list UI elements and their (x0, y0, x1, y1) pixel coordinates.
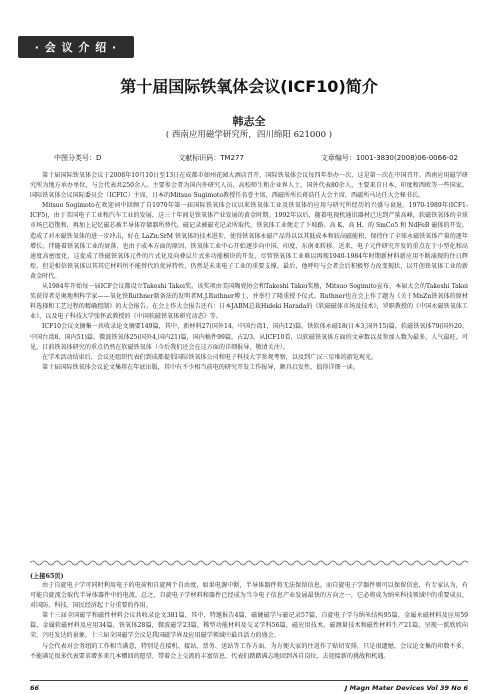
paragraph: 第十三届全国磁学和磁性材料会议共收录论文381篇，其中，特邀报告4篇，磁硬磁学与磁记录57篇，自旋电子学与纳米结构95篇，金属永磁材料及应用59篇，金属软磁材料及应用34篇，铁氧体28篇，微波磁学23篇，稀型功能材料及交叉学科56篇，磁应用技术、磁测量技术和磁性材料生产21篇，呈现一派欣欣向荣，兴旺发达的景象。十三届全国磁学会议是我国磁学界及应用磁学领域中最具活力的盛会。 (30, 612, 468, 640)
section-divider (30, 559, 468, 567)
page-footer (30, 684, 468, 692)
clc-number: 中图分类号：D (54, 154, 102, 162)
article-meta (54, 153, 458, 163)
paragraph: 与会代表对会务组的工作相当满意，特别是在接机、接站、票务、送站等工作方面，为方便大家的往返作了贴切安排，只是很遗憾，会议论文集的印数不多，不能满足很多代表要求增多来几本赠回的愿望，带着会上交流的丰富信息，代表们踏踏满志地回到各自岗位，去迎接新的挑战和机遇。 (30, 642, 468, 660)
author-name: 韩志全 (232, 115, 266, 128)
paragraph: 第十届国际铁氧体会议于2008年10月10日至13日在成都市如州花园大酒店召开，国际铁氧体会议每四年举办一次，这是第一次在中国召开。西南应用磁学研究所为地方承办单位，与会代表共250余人。主要参会者为国内外研究人员、高校师生和企业界人士，国外代表80余人，主要来自日本、印度和西欧等一些国家。国际铁氧体会议国际委员会（ICFIC）主席，日本的Mitsuo Sugimoto教授任名誉主席，西磁所所长蒋浩任大会主席，西磁所马达任大会秘书长。 (30, 172, 468, 200)
article-title: 第十届国际铁氧体会议(ICF10)简介 (120, 77, 378, 96)
continuation-label: (上接65页) (30, 573, 64, 580)
paragraph: Mitsuo Sogimoto在欢迎词中回顾了自1970年第一届国际铁氧体会议以来铁氧体工业及铁氧体的应用与研究所经历的兴盛与衰退。1970-1989年(ICF1-ICF5)，由于美国电子工业和汽车工业的发展，这三十年间是铁氧体产业发展的黄金时期。1992年以后，随着电视机通讯器材已达到产量高峰，软磁铁氧体的全球市场已趋饱和，再加上记忆磁芯被半导体存储器所替代、磁记录被磁光记录所取代，铁氧体工业便走了下坡路。高 K、高 H、的 SmCo5 和 NdFeB 磁体的开发，造成了对永磁铁氧体的进一步冲击，好在 LaZn:SrM 铁氧体的技术进步，使得铁氧体永磁产品得以以其低成本和较高磁能积，保持住了全球永磁铁氧体产量的逐年增长。伴随着铁氧体工业的衰落，也由于成本方面的原因，铁氧体工业中心开始逐步向中国、印度、东南亚转移。近来，电子元件研究开发的重点在于小型化和高速度高密度化，这促成了铁磁铁氧体元件的片式化及向叠层片式多功能模块的开发，尽管铁氧体工业难以再现1940-1984年时期新材料新应用不断涌现的往日辉煌，但是相信铁氧体以其其它材料所不能替代的优异特性，仍然是未来电子工业的重要支撑。最后，他呼吁与会者会后积极努力改变现状，以开创铁氧体工业的新黄金时代。 (30, 202, 468, 280)
article-id: 文章编号：1001-3830(2008)06-0066-02 (320, 154, 458, 162)
article-body (30, 171, 468, 373)
author-affiliation: ( 西南应用磁学研究所，四川绵阳 621000 ) (165, 130, 333, 140)
document-code: 文献标识码：TM277 (178, 154, 244, 162)
continuation-body (30, 581, 468, 662)
page-number: 66 (30, 684, 40, 692)
paragraph: 在学术活动结束后，会议还组织代表们到成都提倡国际铁氧体公司和电子科技大学参观考察，以及到广汉三星堆的游览观光。 (42, 353, 378, 361)
paragraph: ICF10会议文摘集一共收录论文摘要149篇，其中，新材料27(国外14，中国台湾1，国内12)篇，铁软体永磁18(日本3,国外15)篇，软磁铁氧体79(国外20，中国台湾8，国内51)篇，微波铁氧体25(国外4,国内21)篇，国内稿件99篇，占2/3。从ICF10看，以软磁铁氧体方面的文章数以及参加人数为最多，人气最旺。可见，目前铁氧体研究的重点仍然在软磁铁氧体（今后我们还会在这方面的详细报导，敬请关注）。 (30, 323, 468, 351)
paragraph: 第十届国际铁氧体会议论文集将在年底出版，其中有不少相当前电的研究开发工作报导，颇具启发性，值得详细一读。 (42, 363, 359, 371)
journal-name: J Magn Mater Devices Vol 39 No 6 (344, 684, 468, 692)
section-banner (18, 36, 134, 58)
paragraph: 从1984年开始每一届ICF会议都设立Takeshi Takei奖，该奖项由美国陶瓷协会和Takeshi Takei奖励，Mitsuo Sogimito宣布，本届大会的Takeshi Takei奖获得者是奥地利科学家——氧化铁Ruthner制备法的发明者M.J.Ruthner博士，并举行了隆重授予仪式。Ruthner也在会上作了题为《关于MnZn铁氧体的原材料选择和工艺过程的精确控制》的大会报告。在会上作大会报告还有：日本JABM总裁Hideki Harada的《软磁磁体市场及技术》，罗职教授的《中国永磁铁氧体工业》，以及电子科技大学张怀武教授的《中国软磁铁氧体研究动态》等。 (30, 283, 468, 321)
paragraph: 由于自旋电子学可同时利用电子的电荷和自旋两个自由度，如果电源中断，半导体器件将无法保留信息，而自旋电子学器件则可以保留信息，有专家认为，有可能自旋流会取代半导体器件中的电流。总之，自旋电子学材料和器件已经成为当今电子信息产业发展最快的方向之一，它必将成为纳米科技领域中的重要成员，对国防、科技、国民经济起十分重要的作用。 (30, 582, 468, 610)
section-label: · 会 议 介 绍 · (34, 41, 118, 54)
footer-rule (30, 680, 468, 681)
